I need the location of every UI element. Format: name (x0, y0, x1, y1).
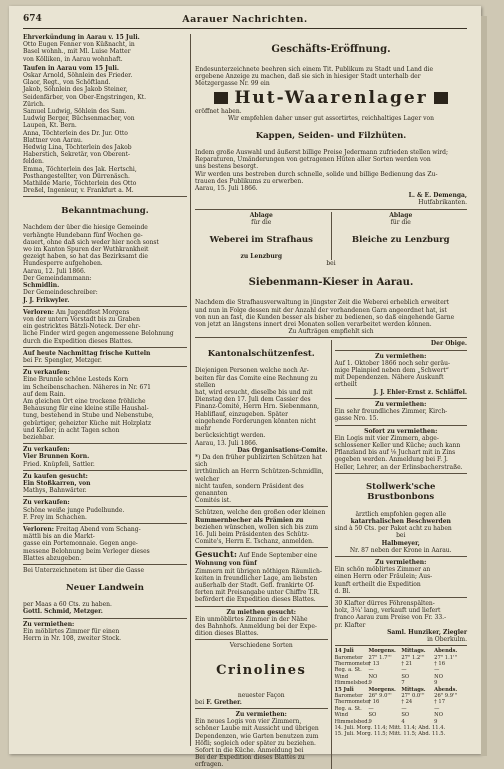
notices-left (195, 340, 328, 768)
weather-cell: † 13 (368, 660, 380, 667)
hat-icon (214, 92, 228, 104)
weather-cell: 27" 1.1''' (434, 654, 458, 661)
ad-line: eröffnet haben. (195, 107, 242, 115)
divider (195, 337, 467, 338)
newspaper-page (9, 6, 481, 769)
hat-store-banner (195, 88, 467, 108)
wanted-label: Gesucht: (195, 550, 238, 561)
cough-drops-heading: Stollwerk'sche Brustbonbons (366, 482, 436, 503)
wine-notice (23, 567, 187, 616)
baptism-line: Hedwig Lina, Töchterlein des Jakob (23, 144, 132, 152)
weather-footnote: 15. Juli. Morg. 11.5; Mitt. 11.5; Abd. 11.5. (334, 731, 446, 738)
rent-line: Höfli; sogleich oder später zu beziehen. (195, 739, 316, 747)
announcement-line: verhängte Hundebann fünf Wochen ge- (23, 231, 143, 239)
hat-store-title: Hut-Waarenlager (234, 87, 428, 108)
rent-heading: Zu vermiethen: (23, 620, 75, 628)
weather-cell: Reg. a. St. (334, 705, 362, 712)
weather-cell: Reg. a. St. (334, 667, 362, 674)
weather-cell: 26" 9.0''' (368, 693, 392, 700)
divider (23, 496, 187, 497)
depot-line: Zu Aufträgen empfiehlt sich (288, 328, 374, 336)
business-opening-heading: Geschäfts-Eröffnung. (271, 44, 391, 55)
weather-cell: Thermometer (334, 660, 371, 667)
depot-label: für die (390, 218, 411, 226)
divider (335, 398, 468, 399)
shooting-line: Dienstag den 17. Juli dem Cassier des (195, 396, 311, 404)
sale-line: auf dem Rain. (23, 390, 66, 398)
hat-icon (434, 92, 448, 104)
baptisms-notice (23, 65, 187, 195)
announcement-date: Aarau, 12. Juli 1866. (23, 267, 86, 275)
weather-cell: Wind (334, 673, 349, 680)
engagements-notice (23, 34, 187, 63)
weather-header: Abends. (434, 648, 458, 655)
weather-cell: 27" 0.0''' (401, 693, 425, 700)
divider (335, 556, 468, 557)
weather-cell: — (368, 705, 374, 712)
tripe-notice (23, 350, 187, 364)
rent-line: Ein Logis mit vier Zimmern, abge- (334, 434, 439, 442)
weather-table (335, 648, 468, 725)
lost-line: durch die Expedition dieses Blattes. (23, 337, 133, 345)
tripe-line: Auf heute Nachmittag frische Kutteln (23, 349, 151, 357)
wanted-line: ferten mit Preisangabe unter Chiffre T.R. (195, 589, 320, 597)
rent-line: mige Plainpied neben dem „Schwert“ (334, 367, 449, 375)
header-rule (23, 28, 467, 29)
wine-signature: Gottl. Schmid, Metzger. (23, 608, 103, 616)
weather-cell: 9 (434, 718, 438, 725)
ad-line: trauen des Publikums zu erwerben. (195, 177, 304, 185)
rent-line: Sofort in die Küche. Anmeldung bei (195, 747, 304, 754)
weather-cell: † 17 (434, 699, 445, 706)
rent-wanted-line: Ein unmöblirtes Zimmer in der Nähe (195, 615, 308, 623)
divider (23, 564, 187, 565)
weather-cell: NO (434, 673, 443, 680)
baptism-line: Zürich. (23, 100, 45, 108)
shooting-note: nicht taufen, sondern Präsident des genannten (195, 482, 304, 497)
sale-notice-korn (23, 446, 187, 468)
housing-line: gebürtiger, geheizter Küche mit Holzplatz (23, 419, 151, 427)
divider (335, 645, 468, 646)
sale-line: Eine Brunnle schöne Lesteds Korn (23, 376, 129, 384)
shooting-line: Finanz-Comité, Herrn Hrn. Siebenmann, (195, 403, 319, 411)
weather-header: Morgens. (368, 648, 396, 655)
shooting-line: berücksichtigt werden. (195, 432, 266, 440)
weather-cell: 7 (401, 680, 405, 687)
weather-cell: Thermometer (334, 699, 371, 706)
weather-header: 15 Juli (334, 686, 354, 693)
two-column-notices (195, 340, 467, 768)
baptism-line: Seidenfärber, von Ober-Engstringen, Kt. (23, 93, 146, 101)
depot-label: Ablage (249, 211, 273, 219)
lost-line: von der untern Vorstadt bis zu Graben (23, 315, 140, 323)
right-column (195, 34, 467, 769)
engaged-line: Otto Eugen Fenner von Küßnacht, in (23, 41, 135, 49)
wine-price: per Maas a 60 Cts. zu haben. (23, 601, 112, 609)
rent-signature: J. J. Ehler-Ernst z. Schläffel. (373, 388, 467, 396)
left-column (23, 34, 187, 748)
housing-line: Behausung für eine kleine stille Haushal- (23, 405, 149, 413)
rent-heading: Zu vermiethen: (235, 710, 287, 718)
depot-title: Weberei im Strafhaus (209, 234, 313, 245)
shooting-line: Habliflauf, einzugeben. Später (195, 410, 288, 418)
page-number: 674 (23, 14, 42, 24)
weather-cell: NO (434, 712, 443, 719)
housing-line: Am gleichen Ort eine trockene fröhliche (23, 397, 146, 405)
sale-heading: Zu verkaufen: (23, 446, 70, 454)
depot-merchant: Siebenmann-Kieser in Aarau. (248, 277, 414, 289)
baptism-line: Ludwig Berger, Büchsenmacher, von (23, 115, 135, 123)
rent-line: d. Bl. (334, 587, 351, 595)
weather-cell: — (401, 705, 407, 712)
baptisms-heading: Taufen in Aarau vom 15 Juli. (23, 64, 119, 72)
rent-line: kunft ertheilt die Expedition (334, 580, 421, 588)
business-opening-ad (195, 44, 467, 207)
announcement-signature: Schmidlin. (23, 282, 60, 290)
weather-cell: † 21 (401, 660, 413, 667)
ad-date: Aarau, 15. Juli 1866. (195, 185, 258, 193)
housing-line: und Keller; in acht Tagen schon (23, 426, 120, 434)
lost-line: liche Finder wird gegen angemessene Belohnung (23, 330, 174, 338)
depot-weaving (195, 212, 328, 261)
weather-cell: Barometer (334, 693, 363, 700)
depot-by: bei (326, 260, 336, 268)
weather-cell: Himmelsbed. (334, 680, 370, 687)
divider (195, 639, 328, 640)
crinoline-pre: Verschiedene Sorten (229, 642, 293, 650)
shooting-line: Diejenigen Personen welche noch Ar- (195, 367, 309, 375)
cough-drops-line: ärztlich empfohlen gegen alle (355, 510, 447, 518)
divider (195, 506, 328, 507)
divider (335, 597, 468, 598)
baptism-line: Haberstich, Sekretär, von Oberent- (23, 151, 131, 159)
engagements-heading: Ehrverkündung in Aarau v. 15 Juli. (23, 34, 140, 41)
rent-notice (23, 621, 187, 643)
shooting-signature: Das Organisations-Comite. (237, 446, 328, 454)
wanted-signature: Mathys, Bahnwärter. (23, 487, 87, 495)
ad-line: Wir werden uns bestreben durch schnelle, solide und billige Bedienung das Zu- (195, 170, 438, 178)
divider (335, 425, 468, 426)
cup-line: Rummernbecher als Prämien zu (195, 516, 304, 524)
sale-line: Schöne weiße junge Pudelhunde. (23, 506, 125, 514)
weather-cell: 27" 1.7''' (368, 654, 392, 661)
announcement-signature: Der Gemeindammann: (23, 274, 92, 282)
lost-line: Freitag Abend vom Schang- (55, 525, 141, 533)
weather-cell: NO (368, 673, 378, 680)
ad-line: Wir empfehlen daher unser gut assortirtes, reichhaltiges Lager von (228, 114, 434, 122)
lost-line: mättli bis an die Markt- (23, 533, 95, 541)
weather-header: Mittags. (401, 648, 426, 655)
divider (195, 708, 328, 709)
lost-notice-purse (23, 526, 187, 562)
shooting-line: beiten für das Comite eine Rechnung zu stellen (195, 374, 318, 389)
rent-line: Ein schön möblirtes Zimmer an (334, 566, 431, 574)
wood-line: franco Aarau zum Preise von Fr. 33.- (334, 614, 447, 622)
weather-cell: Himmelsbed. (334, 718, 370, 725)
depot-bleaching (331, 212, 468, 261)
sale-signature: Fried. Knüpfeli, Sattler. (23, 460, 95, 468)
weather-cell: SO (401, 673, 410, 680)
rent-heading: Zu vermiethen: (375, 400, 427, 408)
lost-line: gasse ein Portemonnaie. Gegen ange- (23, 540, 138, 548)
divider (23, 196, 187, 197)
cough-drops-line: Nr. 87 neben der Krone in Aarau. (349, 546, 452, 554)
baptism-line: felden. (23, 158, 44, 166)
lost-label: Verloren: (23, 308, 54, 316)
weather-cell: — (368, 667, 374, 674)
wood-line: pr. Klafter (334, 621, 366, 629)
divider (335, 350, 468, 351)
divider (335, 473, 468, 474)
baptism-line: Samuel Ludwig, Söhlein des Sam. (23, 108, 127, 116)
lost-line: ein gestricktes Bätzli-Noteck. Der ehr- (23, 323, 141, 331)
weather-cell: 9 (368, 718, 372, 725)
depot-title: Bleiche zu Lenzburg (351, 234, 450, 245)
shooting-note: *) Da den früher publizirten Schützen hat sich (195, 453, 322, 469)
rent-line: Ein möblirtes Zimmer für einen (23, 627, 120, 635)
announcement-line: gezeigt haben, so hat das Bezirksamt die (23, 253, 148, 261)
depot-line: von nun an fast, die Kunden besser als bisher zu bedienen, so daß eingehende Garne (195, 313, 455, 321)
weather-cell: Barometer (334, 654, 363, 661)
rent-line: Heller, Lehrer, an der Erlinsbacherstraße. (334, 463, 463, 471)
depot-label: zu Lenzburg (240, 253, 283, 261)
cough-drops-line: bei (396, 532, 406, 540)
crinoline-heading: Crinolines (216, 662, 307, 678)
rent-line: erfragen. (195, 761, 224, 769)
products-line: Kappen, Seiden- und Filzhüten. (255, 130, 407, 141)
cough-drops-seller: Halbmeyer, (381, 539, 420, 547)
weather-cell: — (434, 667, 440, 674)
rent-line: gasse Nro. 15. (334, 415, 379, 423)
divider (195, 606, 328, 607)
announcement-signature: Der Gemeindeschreiber: (23, 289, 98, 297)
baptism-line: Emma, Töchterlein des Jak. Hertschi, (23, 165, 137, 173)
ad-signature: L. & E. Demenga, (408, 192, 467, 200)
weather-cell: † 24 (401, 699, 413, 706)
sale-notice-grain (23, 369, 187, 441)
sale-line: im Scheibenschachen. Näheres in Nr. 671 (23, 383, 151, 391)
ad-line: Reparaturen, Umänderungen von getragenen Hüten aller Sorten werden von (195, 156, 431, 164)
wanted-notice (23, 473, 187, 495)
wanted-line: Ein Stoßkarren, von (23, 479, 91, 487)
depot-headings (195, 212, 467, 261)
crinoline-sub: neuester Façon (237, 691, 285, 699)
shooting-note: Comités ist. (195, 497, 232, 505)
ad-line: Indem große Auswahl und äußerst billige Preise Jedermann zufrieden stellen wird; (195, 149, 449, 157)
weather-cell: † 16 (434, 660, 445, 667)
announcement-heading: Bekanntmachung. (61, 205, 149, 216)
lost-line: Am Jugendfest Morgens (55, 308, 130, 316)
baptism-line: Laupen, Kt. Bern. (23, 122, 77, 130)
weather-cell: 4 (401, 718, 405, 725)
weather-header: Morgens. (368, 686, 396, 693)
rent-line: Herrn in Nr. 108, zweiter Stock. (23, 635, 122, 643)
depot-line: und nun in Folge dessen mit der Anzahl der vorhandenen Garn angeordnet hat, ist (195, 306, 447, 314)
wood-signature: Saml. Hunziker, Ziegler (387, 628, 467, 636)
baptism-line: Posthangestellter, von Dürrenäsch. (23, 172, 130, 180)
divider (195, 547, 328, 548)
lost-line: Blattes abzugeben. (23, 554, 82, 562)
page-header (23, 14, 467, 28)
tripe-signature: bei Fr. Spengler, Metzger. (23, 356, 102, 364)
baptism-line: Dreßel, Ingenieur, v. Frankfurt a. M. (23, 187, 134, 195)
weather-cell: 27" 1.2''' (401, 654, 425, 661)
rent-heading: Sofort zu vermiethen: (364, 427, 438, 435)
cup-line: Schützen, welche den großen oder kleinen (195, 509, 326, 517)
column-divider (190, 34, 191, 746)
wanted-line: Auf Ende September eine (238, 552, 318, 560)
weather-header: Mittags. (401, 686, 426, 693)
divider (23, 443, 187, 444)
divider (23, 306, 187, 307)
rent-line: gegeben werden. Anmeldung bei F. J. (334, 456, 448, 464)
divider (195, 209, 467, 210)
announcement-line: Hundesperre aufgehoben. (23, 260, 103, 268)
lost-label: Verloren: (23, 525, 54, 533)
rent-wanted-heading: Zu miethen gesucht: (226, 608, 296, 616)
rent-line: Bei der Expedition dieses Blattes zu (195, 754, 305, 762)
rent-wanted-line: dition dieses Blattes. (195, 630, 259, 638)
baptism-line: Blattner von Aarau. (23, 136, 83, 144)
depot-ad (195, 212, 467, 336)
engaged-line: von Kölliken, in Aarau wohnhaft. (23, 55, 123, 63)
newspaper-title: Aarauer Nachrichten. (182, 14, 308, 25)
wine-heading: Neuer Landwein (66, 582, 144, 593)
wanted-line: keiten in freundlicher Lage, am liebsten (195, 574, 318, 582)
baptism-line: Jakob, Söhnlein des Jakob Steiner, (23, 86, 128, 94)
weather-header: 14 Juli (334, 648, 354, 655)
announcement-line: Nachdem der über die hiesige Gemeinde (23, 224, 148, 232)
depot-label: Ablage (389, 211, 413, 219)
rent-line: Ein sehr freundliches Zimmer, Kirch- (334, 408, 448, 416)
weather-cell: SO (401, 712, 410, 719)
shooting-line: eingehende Forderungen könnten nicht mehr (195, 417, 316, 433)
baptism-line: Oskar Arnold, Söhnlein des Frieder. (23, 72, 133, 80)
rent-line: Dependenzen, wie Garten benutzen zum (195, 732, 319, 740)
announcement-line: dauert, ohne daß sich weder hier noch sonst (23, 238, 159, 246)
rent-line: schlossener Keller und Küche; auch kann (334, 441, 461, 449)
depot-label: für die (251, 218, 272, 226)
cup-line: Comite's, Herrn E. Tschanz, anmelden. (195, 538, 314, 546)
ad-line: Metzgergasse Nr. 99 ein (195, 80, 270, 88)
announcement-signature: J. J. Frikwyler. (23, 296, 70, 304)
rent-heading: Zu vermiethen: (375, 352, 427, 360)
divider (23, 470, 187, 471)
weather-cell: — (401, 667, 407, 674)
shooting-fest-heading: Kantonalschützenfest. (207, 348, 315, 359)
wanted-line: befördert die Expedition dieses Blattes. (195, 596, 316, 604)
divider (23, 618, 187, 619)
cough-drops-line: sind à 50 Cts. per Paket acht zu haben (334, 525, 452, 533)
cup-line: beziehen wünschen, wollen sich bis zum (195, 523, 319, 531)
announcement-line: wo im Kanton Spuren der Wuthkrankheit (23, 246, 149, 254)
notices-right (331, 340, 468, 768)
sale-heading: Zu verkaufen: (23, 499, 70, 507)
housing-line: tung, bestehend in Stube und Nebenstube, (23, 412, 154, 420)
rent-heading: Zu vermiethen: (375, 558, 427, 566)
shooting-line: hat, wird ersucht, dieselbe bis und mit (195, 389, 313, 397)
sale-line: Vier Brunnen Korn. (23, 453, 90, 461)
shooting-date: Aarau, 13. Juli 1866. (195, 439, 258, 447)
shooting-note: irrthümlich an Herrn Schützen-Schmidlin, welcher (195, 468, 324, 483)
weather-cell: Wind (334, 712, 349, 719)
baptism-line: Mathilde Marie, Töchterlein des Otto (23, 180, 137, 188)
announcement-notice (23, 206, 187, 304)
baptism-line: Glaor, Regt., von Schöftland. (23, 79, 111, 87)
sale-notice-dogs (23, 499, 187, 521)
depot-line: von jetzt an längstens innert drei Monaten sollen verarbeitet werden können. (195, 321, 432, 329)
wanted-line: außerhalb der Stadt. Gefl. frankirte Of- (195, 581, 315, 589)
weather-cell: 9 (368, 680, 372, 687)
rent-line: mit Dependenzen. Nähere Auskunft ertheilt (334, 374, 444, 389)
cough-drops-line: katarrhalischen Beschwerden (350, 517, 451, 525)
crinoline-by: bei (195, 698, 205, 706)
sale-heading: Zu verkaufen: (23, 369, 70, 377)
lost-line: messene Belohnung beim Verleger dieses (23, 547, 150, 555)
baptism-line: Anna, Töchterlein des Dr. Jur. Otto (23, 129, 128, 137)
wanted-line: Wohnung von fünf (195, 560, 257, 568)
weather-header: Abends. (434, 686, 458, 693)
divider (23, 347, 187, 348)
cup-line: 16. Juli beim Präsidenten des Schütz- (195, 530, 310, 538)
wanted-line: Zimmern mit übrigen nöthigen Räumlich- (195, 567, 322, 575)
engaged-line: Basel wohnh., mit Ml. Luise Matter (23, 48, 131, 56)
wood-signature: in Oberkulm. (427, 635, 467, 643)
rent-line: einen Herrn oder Fräulein; Aus- (334, 573, 433, 581)
previous-signature: Der Obige. (430, 340, 467, 348)
rent-line: Ein neues Logis von vier Zimmern, (195, 718, 302, 726)
rent-line: Pflanzland bis auf ⅛ Juchart mit in Zins (334, 449, 456, 457)
crinoline-signature: F. Grether. (206, 698, 242, 706)
rent-line: Auf 1. Oktober 1866 noch sehr geräu- (334, 359, 450, 367)
ad-line: Endesunterzeichnete beehren sich einem Tit. Publikum zu Stadt und Land die (195, 66, 433, 73)
wine-line: Bei Unterzeichnetem ist über die Gasse (23, 567, 145, 574)
wood-line: holz, 3¼' lang, verkauft und liefert (334, 607, 441, 615)
housing-line: beziehbar. (23, 433, 55, 441)
wanted-heading: Zu kaufen gesucht: (23, 472, 88, 480)
lost-notice (23, 309, 187, 345)
weather-cell: † 16 (368, 699, 380, 706)
weather-cell: SO (368, 712, 377, 719)
sale-signature: F. Frey im Schachen. (23, 513, 87, 521)
ad-line: ergebene Anzeige zu machen, daß sie sich in hiesiger Stadt unterhalb der (195, 73, 421, 81)
depot-line: Nachdem die Strafhausverwaltung in jüngster Zeit die Weberei erheblich erweitert (195, 299, 450, 307)
ad-line: uns bestens besorgt. (195, 163, 259, 171)
rent-wanted-line: des Bahnhofs. Anmeldung bei der Expe- (195, 622, 317, 630)
weather-footnote: 14. Juli. Morg. 11.4; Mitt. 11.4; Abd. 11.4. (334, 725, 446, 732)
ad-signature: Hutfabrikanten. (418, 199, 467, 207)
divider (23, 366, 187, 367)
rent-line: schöner Laube mit Aussicht und übrigen (195, 725, 319, 733)
weather-cell: 9 (434, 680, 438, 687)
weather-cell: 26" 9.9''' (434, 693, 458, 700)
wood-line: 30 Klafter dürres Föhrenspälten- (334, 599, 435, 607)
weather-cell: — (434, 705, 440, 712)
divider (23, 523, 187, 524)
